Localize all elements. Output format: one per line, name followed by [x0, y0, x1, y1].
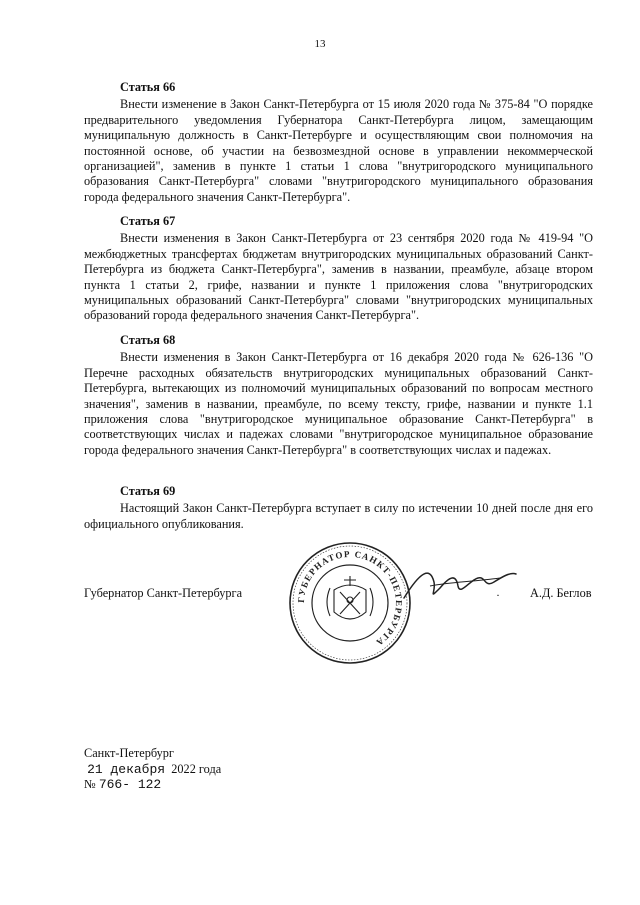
date-stamp: 21 декабря — [87, 762, 166, 777]
signatory-name: А.Д. Беглов — [530, 586, 592, 600]
article-67 — [84, 214, 593, 324]
signatory-position: Губернатор Санкт-Петербурга — [84, 586, 243, 600]
footer-date — [84, 762, 221, 777]
page-number: 13 — [314, 38, 326, 50]
article-text: Внести изменения в Закон Санкт-Петербурга от 23 сентября 2020 года № 419-94 "О межбюджетных трансфертах бюджетам внутригородских муниципальных образований Санкт-Петербурга из бюджета Санкт-Петербурга", заменив в названии, преамбуле, абзаце втором пункта 1 статьи 2, грифе, названии и пункте 1 приложения слова "внутригородских муниципальных образований Санкт-Петербурга" словами "внутригородских муниципальных образований города федерального значения Санкт-Петербурга". — [84, 231, 593, 323]
article-heading: Статья 69 — [120, 484, 176, 498]
article-heading: Статья 68 — [120, 333, 176, 347]
article-69 — [84, 484, 593, 532]
article-heading: Статья 66 — [120, 80, 176, 94]
article-text: Внести изменение в Закон Санкт-Петербурга от 15 июля 2020 года № 375-84 "О порядке предварительного уведомления Губернатора Санкт-Петербурга лицом, замещающим муниципальную должность в Санкт-Петербурге и осуществляющим свои полномочия на постоянной основе, об участии на безвозмездной основе в управлении некоммерческой организацией", заменив в пункте 1 статьи 1 слова "внутригородского муниципального образования Санкт-Петербурга" словами "внутригородского муниципального образования города федерального значения Санкт-Петербурга". — [84, 97, 593, 204]
article-68 — [84, 333, 593, 458]
article-text: Внести изменения в Закон Санкт-Петербурга от 16 декабря 2020 года № 626-136 "О Перечне расходных обязательств внутригородских муниципальных образований Санкт-Петербурга, вытекающих из полномочий муниципальных образований по вопросам местного значения", заменив в названии, преамбуле, по всему тексту, грифе, названии и пункте 1.1 приложения слова "внутригородское муниципальное образование Санкт-Петербурга" в соответствующих числах и падежах словами "внутригородское муниципальное образование города федерального значения Санкт-Петербурга" в соответствующих числах и падежах. — [84, 350, 593, 457]
seal-text: ГУБЕРНАТОР САНКТ-ПЕТЕРБУРГА — [295, 548, 405, 649]
number-prefix: № — [84, 777, 96, 791]
article-66 — [84, 80, 593, 205]
coat-of-arms-icon — [327, 576, 373, 619]
footer-number — [84, 777, 161, 792]
number-value: 766- 122 — [98, 777, 162, 792]
footer-city: Санкт-Петербург — [84, 746, 174, 760]
official-seal-icon — [284, 540, 416, 666]
signature-dot: · — [496, 588, 500, 602]
handwritten-signature-icon — [400, 552, 520, 612]
article-text: Настоящий Закон Санкт-Петербурга вступает в силу по истечении 10 дней после дня его официального опубликования. — [84, 501, 593, 531]
article-heading: Статья 67 — [120, 214, 176, 228]
date-year: 2022 года — [171, 762, 222, 776]
